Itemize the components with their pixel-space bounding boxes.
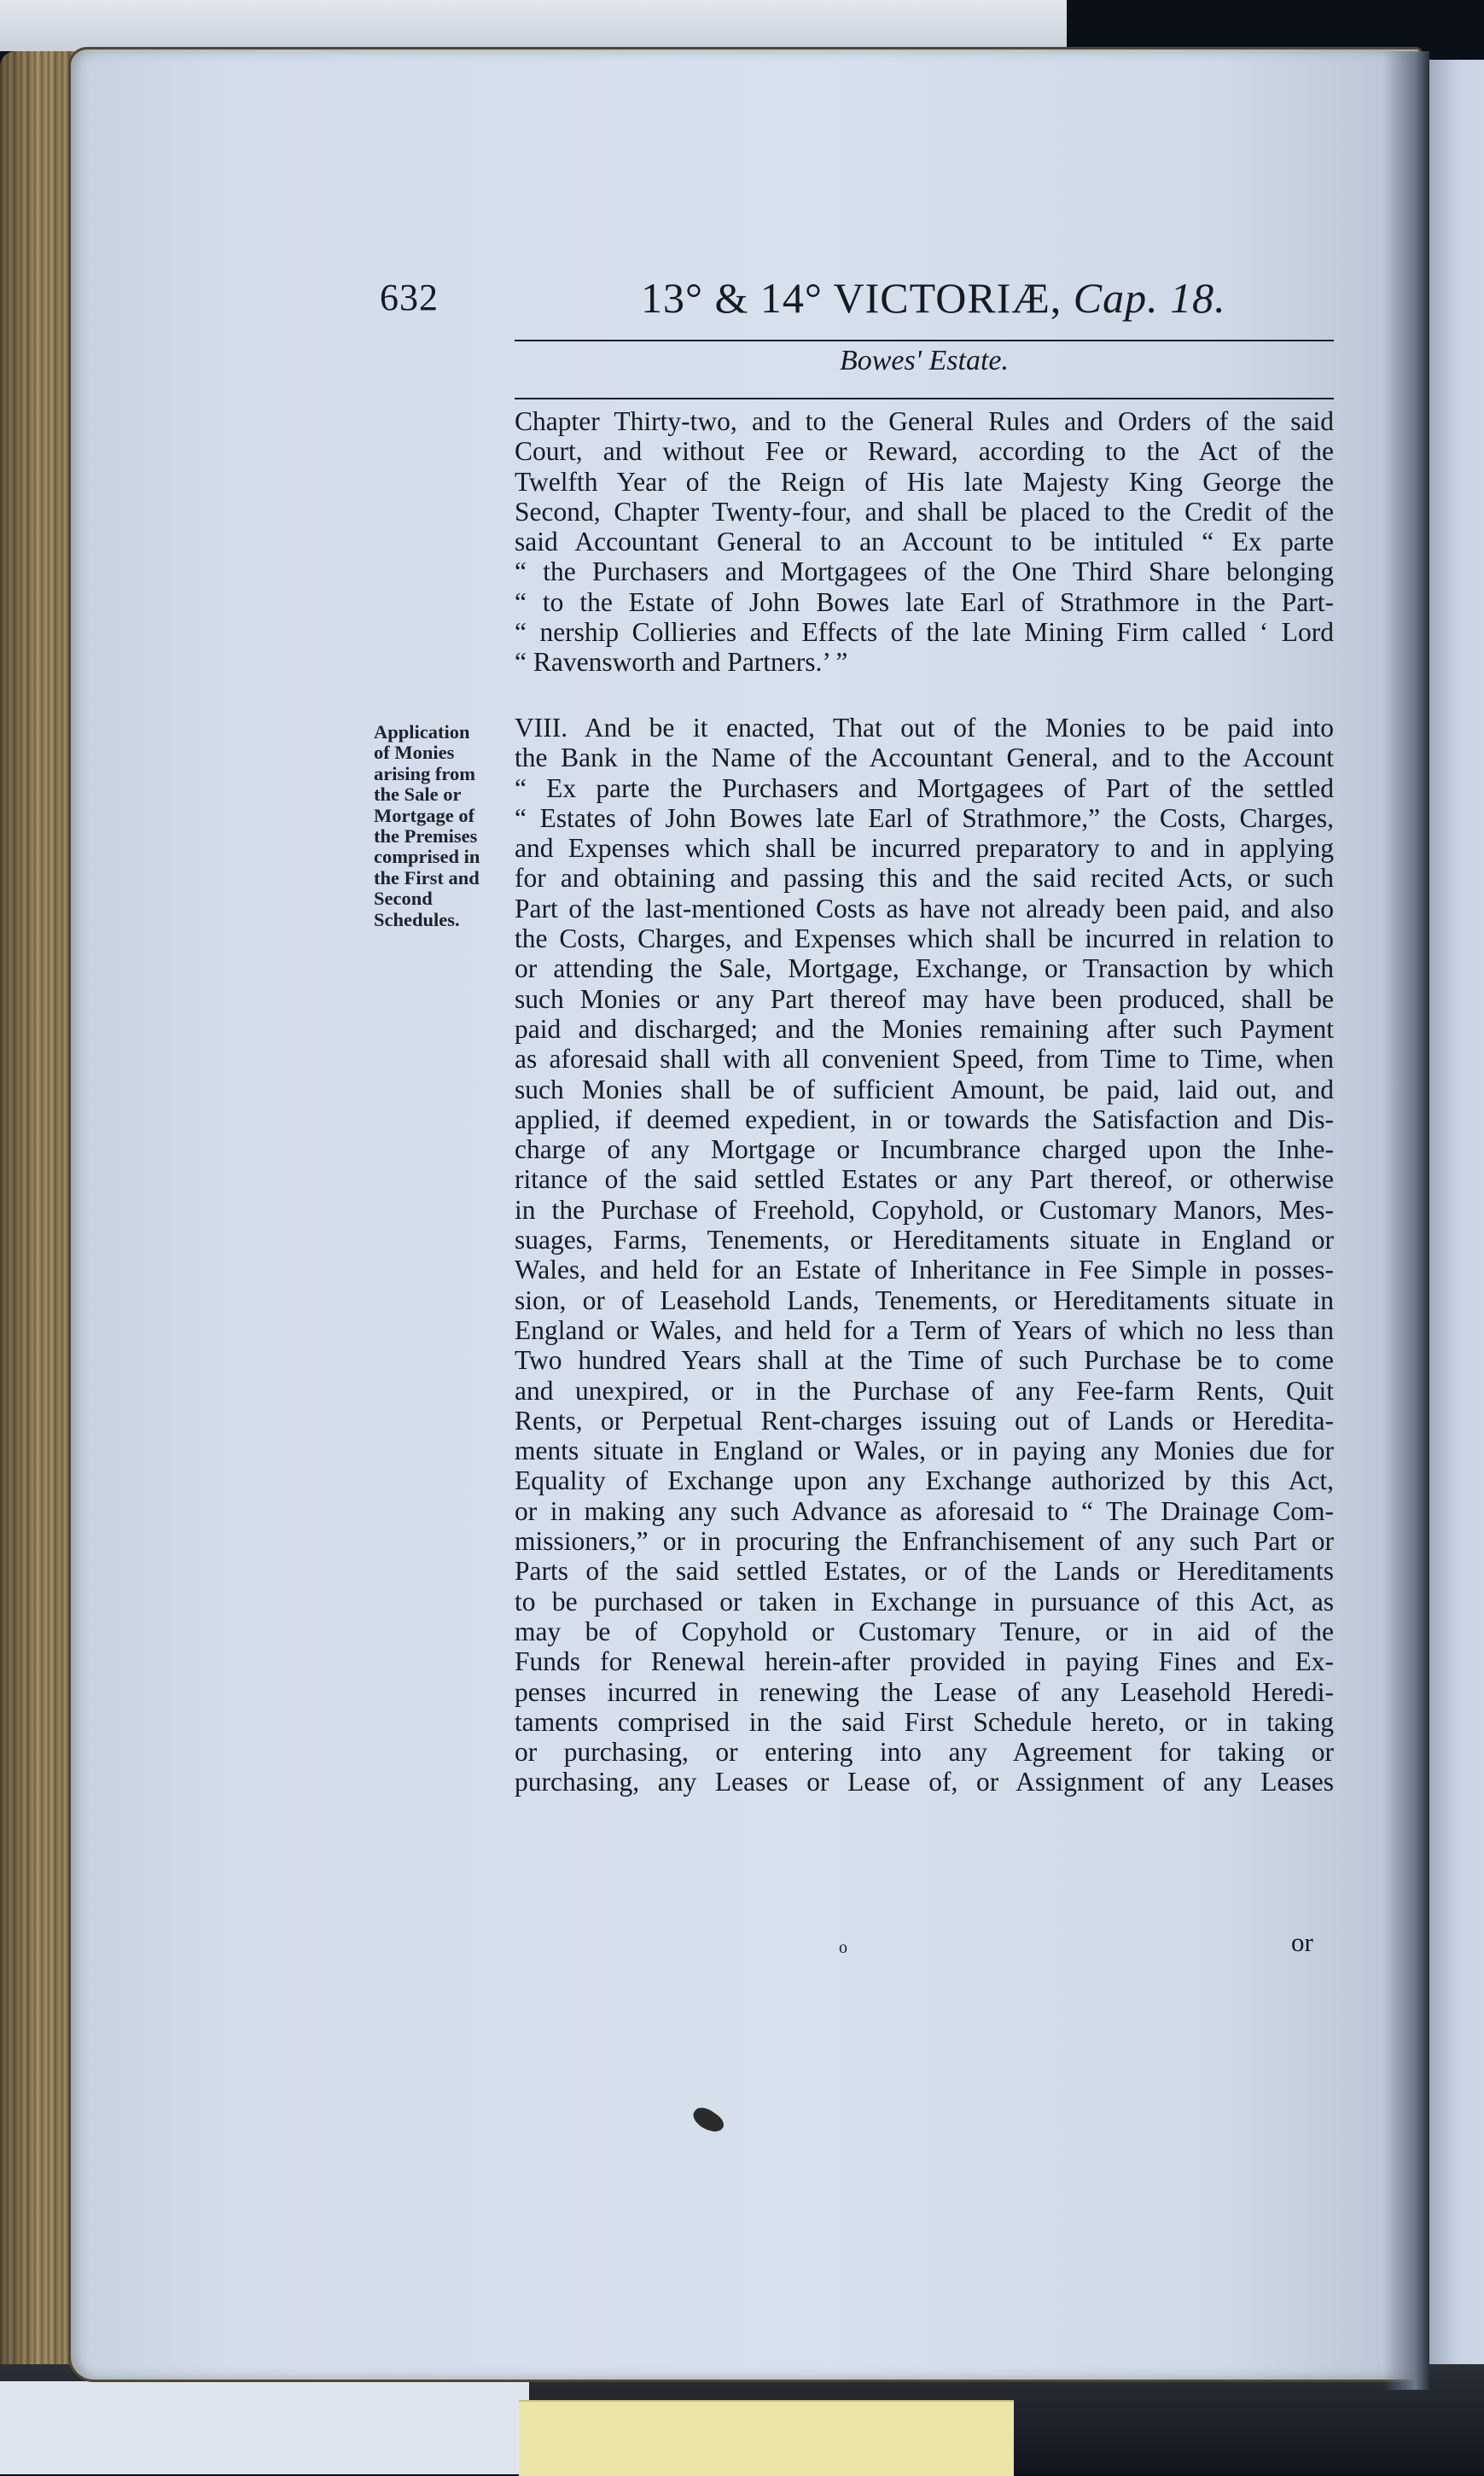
text-line: may be of Copyhold or Customary Tenure, or in aid of the bbox=[515, 1616, 1334, 1646]
text-line: VIII. And be it enacted, That out of the Monies to be paid into bbox=[515, 713, 1334, 743]
text-line: “ Ravensworth and Partners.’ ” bbox=[515, 647, 848, 678]
text-line: missioners,” or in procuring the Enfranchisement of any such Part or bbox=[515, 1526, 1334, 1557]
text-line: Wales, and held for an Estate of Inheritance in Fee Simple in posses- bbox=[515, 1255, 1334, 1285]
text-line: charge of any Mortgage or Incumbrance charged upon the Inhe- bbox=[515, 1134, 1334, 1165]
text-line: paid and discharged; and the Monies remaining after such Payment bbox=[515, 1013, 1334, 1044]
text-line: Rents, or Perpetual Rent-charges issuing out of Lands or Heredita- bbox=[515, 1405, 1334, 1436]
text-line: in the Purchase of Freehold, Copyhold, or Customary Manors, Mes- bbox=[515, 1194, 1334, 1225]
marginal-note-line: Second bbox=[374, 888, 433, 910]
section-viii-paragraph bbox=[515, 713, 1334, 1797]
marginal-note-line: arising from bbox=[374, 762, 475, 784]
running-head bbox=[641, 273, 1226, 323]
text-line: Parts of the said settled Estates, or of the Lands or Hereditaments bbox=[515, 1556, 1334, 1587]
text-line: Second, Chapter Twenty-four, and shall be placed to the Credit of the bbox=[515, 496, 1334, 527]
yellow-bookmark-tab bbox=[519, 2400, 1014, 2476]
text-line: or in making any such Advance as aforesaid to “ The Drainage Com- bbox=[515, 1495, 1334, 1526]
text-line: sion, or of Leasehold Lands, Tenements, or Hereditaments situate in bbox=[515, 1285, 1334, 1315]
marginal-note bbox=[374, 722, 519, 930]
marginal-note-line: Schedules. bbox=[374, 908, 460, 930]
section-title: Bowes' Estate. bbox=[839, 345, 1010, 376]
text-line: Two hundred Years shall at the Time of such Purchase be to come bbox=[515, 1345, 1334, 1376]
text-line: applied, if deemed expedient, in or towards the Satisfaction and Dis- bbox=[515, 1104, 1334, 1134]
text-line: Court, and without Fee or Reward, according to the Act of the bbox=[515, 436, 1334, 467]
text-line: taments comprised in the said First Schedule hereto, or in taking bbox=[515, 1706, 1334, 1737]
text-line: the Costs, Charges, and Expenses which shall be incurred in relation to bbox=[515, 923, 1334, 954]
text-line: for and obtaining and passing this and the said recited Acts, or such bbox=[515, 863, 1334, 894]
text-line: and Expenses which shall be incurred preparatory to and in applying bbox=[515, 833, 1334, 864]
text-line: ritance of the said settled Estates or any Part thereof, or otherwise bbox=[515, 1164, 1334, 1195]
text-line: such Monies shall be of sufficient Amount, be paid, laid out, and bbox=[515, 1074, 1334, 1104]
text-line: “ the Purchasers and Mortgagees of the One Third Share belonging bbox=[515, 556, 1334, 587]
running-head-main: 13° & 14° VICTORIÆ, bbox=[641, 274, 1062, 322]
page-number: 632 bbox=[380, 277, 439, 318]
text-line: suages, Farms, Tenements, or Hereditaments situate in England or bbox=[515, 1225, 1334, 1255]
marginal-note-line: Application bbox=[374, 721, 470, 743]
marginal-note-line: Mortgage of bbox=[374, 804, 475, 826]
catchword: or bbox=[1291, 1927, 1313, 1957]
text-line: “ Estates of John Bowes late Earl of Strathmore,” the Costs, Charges, bbox=[515, 802, 1334, 833]
text-line: penses incurred in renewing the Lease of any Leasehold Heredi- bbox=[515, 1676, 1334, 1707]
marginal-note-line: the Premises bbox=[374, 825, 478, 848]
running-head-chapter: Cap. 18. bbox=[1073, 274, 1226, 322]
marginal-note-line: the First and bbox=[374, 866, 480, 888]
marginal-note-line: comprised in bbox=[374, 846, 480, 868]
text-line: ments situate in England or Wales, or in paying any Monies due for bbox=[515, 1436, 1334, 1466]
text-line: the Bank in the Name of the Accountant General, and to the Account bbox=[515, 743, 1334, 773]
book-page bbox=[68, 47, 1422, 2382]
text-line: or attending the Sale, Mortgage, Exchange, or Transaction by which bbox=[515, 953, 1334, 984]
text-line: England or Wales, and held for a Term of Years of which no less than bbox=[515, 1314, 1334, 1345]
text-line: Funds for Renewal herein-after provided in paying Fines and Ex- bbox=[515, 1646, 1334, 1677]
text-line: Twelfth Year of the Reign of His late Majesty King George the bbox=[515, 466, 1334, 497]
text-line: as aforesaid shall with all convenient Speed, from Time to Time, when bbox=[515, 1044, 1334, 1075]
text-line: said Accountant General to an Account to be intituled “ Ex parte bbox=[515, 527, 1334, 557]
text-line: Equality of Exchange upon any Exchange authorized by this Act, bbox=[515, 1465, 1334, 1496]
text-line: “ Ex parte the Purchasers and Mortgagees of Part of the settled bbox=[515, 772, 1334, 803]
header-rule-top bbox=[515, 340, 1334, 341]
text-line: or purchasing, or entering into any Agreement for taking or bbox=[515, 1737, 1334, 1768]
marginal-note-line: the Sale or bbox=[374, 784, 462, 806]
text-line: such Monies or any Part thereof may have been produced, shall be bbox=[515, 983, 1334, 1014]
marginal-note-line: of Monies bbox=[374, 742, 455, 764]
text-line: Chapter Thirty-two, and to the General Rules and Orders of the said bbox=[515, 406, 1334, 436]
signature-mark: o bbox=[839, 1938, 847, 1957]
ink-blot bbox=[690, 2103, 727, 2137]
text-line: purchasing, any Leases or Lease of, or Assignment of any Leases bbox=[515, 1767, 1334, 1797]
text-line: to be purchased or taken in Exchange in pursuance of this Act, as bbox=[515, 1586, 1334, 1617]
text-line: Part of the last-mentioned Costs as have not already been paid, and also bbox=[515, 893, 1334, 923]
page-gutter-shadow bbox=[1382, 51, 1429, 2390]
text-line: “ nership Collieries and Effects of the late Mining Firm called ‘ Lord bbox=[515, 617, 1334, 648]
facing-page-edge bbox=[1423, 60, 1484, 2381]
bottom-paper-sheet bbox=[0, 2381, 529, 2474]
text-line: “ to the Estate of John Bowes late Earl of Strathmore in the Part- bbox=[515, 586, 1334, 617]
header-rule-bottom bbox=[515, 398, 1334, 399]
paragraph-continuation bbox=[515, 406, 1334, 678]
text-line: and unexpired, or in the Purchase of any Fee-farm Rents, Quit bbox=[515, 1375, 1334, 1406]
